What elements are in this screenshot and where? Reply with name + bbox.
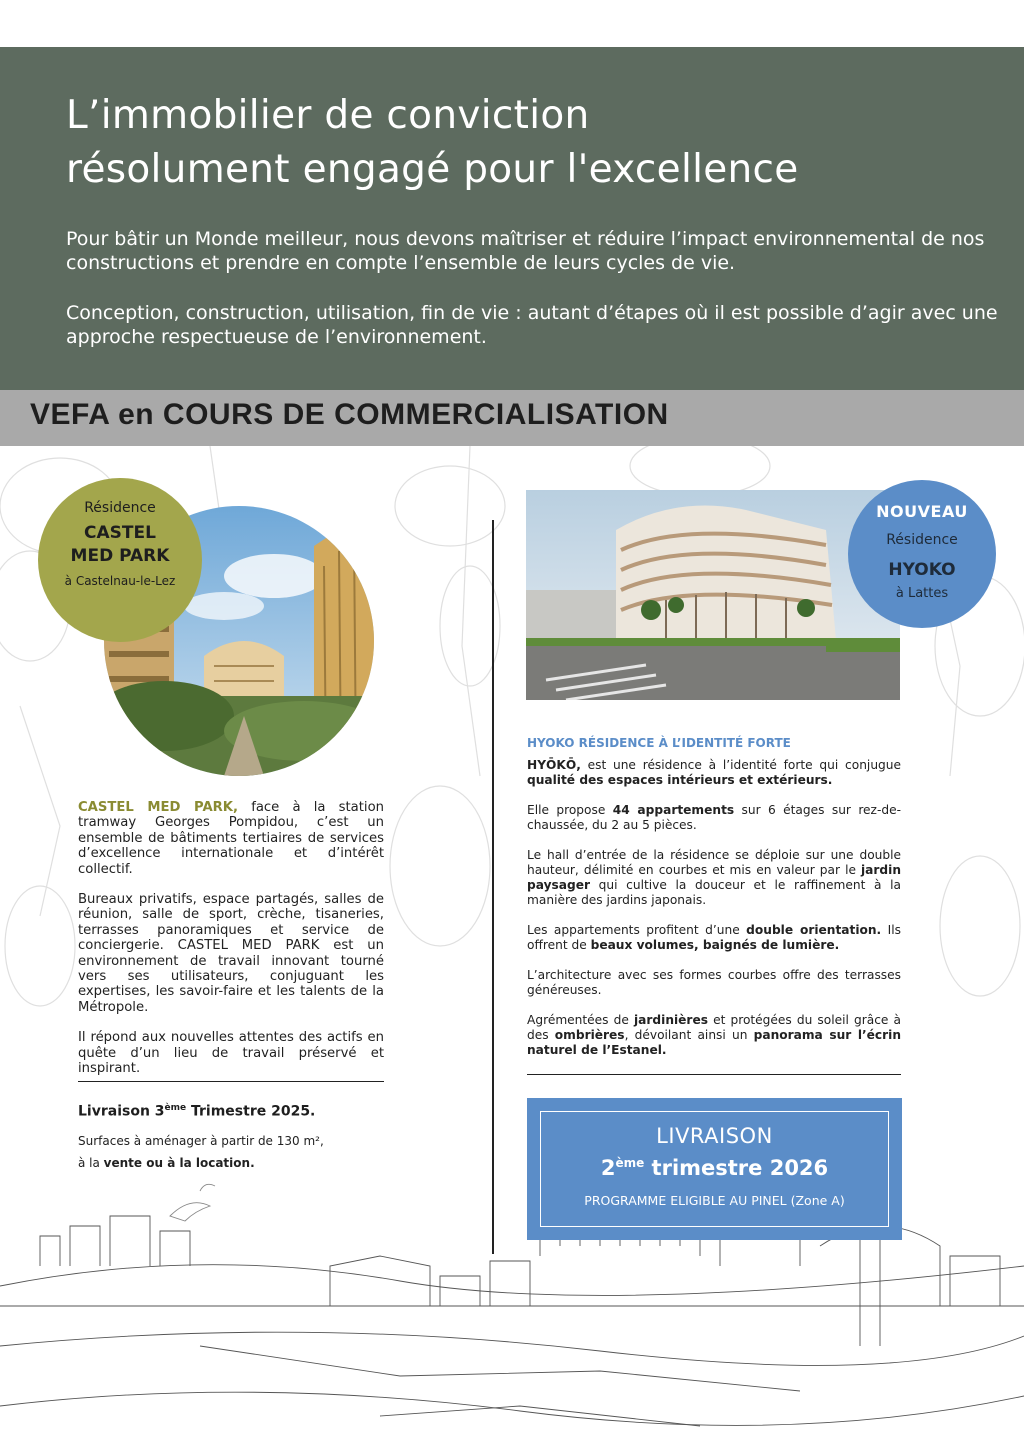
hyoko-p2-prefix: Elle propose: [527, 803, 613, 817]
hyoko-p4-prefix: Les appartements profitent d’une: [527, 923, 747, 937]
castel-delivery-title: [78, 1103, 398, 1120]
castel-badge-name: [38, 522, 202, 568]
hyoko-paragraph-2: [527, 803, 901, 833]
hyoko-paragraph-5: L’architecture avec ses formes courbes offre des terrasses généreuses.: [527, 968, 901, 997]
hyoko-p4-bold2: beaux volumes, baignés de lumière.: [590, 938, 840, 952]
hyoko-p4-mid: Ils offrent de: [527, 923, 901, 952]
column-divider: [492, 520, 494, 1254]
castel-surface-line: Surfaces à aménager à partir de 130 m²,: [78, 1133, 324, 1148]
castel-rent-bold: vente ou à la location.: [103, 1155, 255, 1170]
hyoko-paragraph-6: [527, 1013, 901, 1058]
hero-paragraph-2: Conception, construction, utilisation, fin de vie : autant d’étapes où il est possible d’agir avec une approche respectueuse de l’environnement.: [66, 302, 998, 348]
hyoko-delivery-num: 2: [600, 1156, 616, 1180]
hyoko-paragraph-4: [527, 923, 901, 953]
hyoko-p6-mid2: , dévoilant ainsi un: [624, 1028, 754, 1042]
hyoko-p1-bold2: qualité des espaces intérieurs et extérieurs.: [527, 773, 833, 787]
hyoko-badge-name: HYOKO: [888, 560, 956, 580]
hyoko-p3-suffix: qui cultive la douceur et le raffinement à la manière des jardins japonais.: [527, 878, 901, 907]
hyoko-p1-bold1: HYŌKŌ,: [527, 758, 581, 772]
castel-paragraph-3: Il répond aux nouvelles attentes des actifs en quête d’un lieu de travail préservé et inspirant.: [78, 1030, 384, 1077]
hero-banner: [0, 47, 1024, 390]
castel-badge: [38, 478, 202, 642]
hyoko-divider: [527, 1074, 901, 1075]
hero-title-line1: L’immobilier de conviction: [66, 93, 590, 138]
hyoko-p3-bold: jardin paysager: [527, 863, 901, 892]
castel-badge-name-line2: MED PARK: [70, 546, 170, 566]
hyoko-description: [527, 736, 901, 1073]
castel-description: [78, 800, 384, 1092]
hyoko-badge-new: NOUVEAU: [876, 502, 968, 521]
hyoko-paragraph-1: [527, 758, 901, 788]
hyoko-p2-suffix: sur 6 étages sur rez-de-chaussée, du 2 au 5 pièces.: [527, 803, 901, 832]
section-title: VEFA en COURS DE COMMERCIALISATION: [30, 398, 669, 431]
section-band: [0, 390, 1024, 446]
hyoko-p6-mid1: et protégées du soleil grâce à des: [527, 1013, 901, 1042]
castel-badge-residence: Résidence: [84, 500, 156, 516]
castel-delivery-prefix: Livraison 3: [78, 1103, 165, 1120]
castel-delivery: [78, 1103, 398, 1174]
castel-paragraph-1-text: face à la station tramway Georges Pompidou, c’est un ensemble de bâtiments tertiaires de services d’excellence internationale et d’intérêt collectif.: [78, 800, 384, 877]
castel-badge-name-line1: CASTEL: [84, 523, 156, 543]
hyoko-p3-prefix: Le hall d’entrée de la résidence se déploie sur une double hauteur, délimité en courbes et mis en valeur par le: [527, 848, 901, 877]
castel-paragraph-1: [78, 800, 384, 877]
hero-paragraph-1: Pour bâtir un Monde meilleur, nous devons maîtriser et réduire l’impact environnemental de nos constructions et prendre en compte l’ensemble de leurs cycles de vie.: [66, 228, 985, 274]
castel-badge-location: à Castelnau-le-Lez: [64, 574, 176, 588]
castel-divider: [78, 1081, 384, 1082]
hyoko-p6-bold1: jardinières: [634, 1013, 708, 1027]
hyoko-delivery-sup: ème: [615, 1156, 645, 1170]
hyoko-delivery-rest: trimestre 2026: [644, 1156, 829, 1180]
hyoko-badge: [848, 480, 996, 628]
hyoko-delivery-box: [527, 1098, 902, 1240]
hyoko-eligibility: PROGRAMME ELIGIBLE AU PINEL (Zone A): [584, 1193, 845, 1208]
hyoko-delivery-date: [527, 1156, 902, 1180]
hyoko-building-photo: [526, 490, 900, 700]
castel-paragraph-2: Bureaux privatifs, espace partagés, salles de réunion, salle de sport, crèche, tisaneries, terrasses panoramiques et service de conciergerie. CASTEL MED PARK est un environnement de travail innovant tourné vers ses utilisateurs, conjuguant les expertises, les savoir-faire et les talents de la Métropole.: [78, 892, 384, 1015]
hyoko-paragraph-3: [527, 848, 901, 908]
hyoko-p1-text: est une résidence à l’identité forte qui conjugue: [580, 758, 901, 772]
castel-rent-prefix: à la: [78, 1155, 104, 1170]
hero-title: [66, 89, 966, 197]
hyoko-p2-bold: 44 appartements: [612, 803, 735, 817]
castel-delivery-details: [78, 1130, 398, 1174]
castel-delivery-sup: ème: [164, 1103, 187, 1113]
castel-delivery-suffix: Trimestre 2025.: [186, 1103, 316, 1120]
hyoko-p6-prefix: Agrémentées de: [527, 1013, 634, 1027]
castel-highlight: CASTEL MED PARK,: [78, 800, 239, 815]
hyoko-heading: HYOKO RÉSIDENCE À L’IDENTITÉ FORTE: [527, 736, 791, 750]
hyoko-p4-bold1: double orientation.: [746, 923, 882, 937]
hero-title-line2: résolument engagé pour l'excellence: [66, 147, 799, 192]
hyoko-p6-bold2: ombrières: [554, 1028, 625, 1042]
hyoko-delivery-label: LIVRAISON: [656, 1124, 773, 1148]
hyoko-badge-location: à Lattes: [895, 586, 949, 601]
hyoko-p6-bold3: panorama sur l’écrin naturel de l’Estanel.: [527, 1028, 902, 1057]
hyoko-badge-residence: Résidence: [886, 532, 958, 548]
